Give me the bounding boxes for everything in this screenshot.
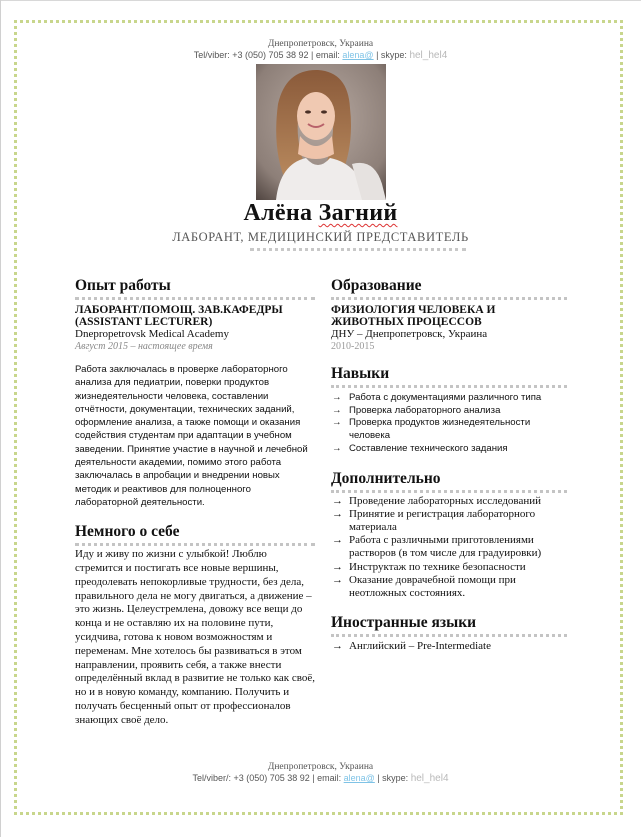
footer-skype-label: | skype: <box>374 773 411 783</box>
experience-title: Опыт работы <box>75 277 171 294</box>
experience-divider <box>75 297 315 300</box>
profile-photo <box>256 64 386 200</box>
profile-name <box>0 200 641 227</box>
additional-list <box>331 495 567 601</box>
list-item: → Проверка лабораторного анализа <box>331 405 567 418</box>
about-title: Немного о себе <box>75 523 180 541</box>
list-item: → Оказание доврачебной помощи при неотложных состояниях. <box>331 574 567 600</box>
skills-title: Навыки <box>331 365 390 382</box>
list-item: → Работа с различными приготовлениями растворов (в том числе для градуировки) <box>331 534 567 560</box>
left-column <box>75 277 315 728</box>
job-title: ЛАБОРАНТ/ПОМОЩ. ЗАВ.КАФЕДРЫ (ASSISTANT LECTURER) <box>75 304 283 328</box>
profile-role: ЛАБОРАНТ, МЕДИЦИНСКИЙ ПРЕДСТАВИТЕЛЬ <box>172 230 469 244</box>
education-institution: ДНУ – Днепропетровск, Украина <box>331 328 488 340</box>
footer-contact <box>0 762 641 784</box>
job-description: Работа заключалась в проверке лабораторного анализа для педиатрии, поверки продуктов жизнедеятельности человека, составлении отчётности, документации, технических заданий, оформление анализа, а также помощи и оказания содействия студентам при адаптации в учебном заведении. Принятие участие в научной и лечебной деятельности академии, помимо этого работа заключалась в апробации и внедрении новых методик и реактивов для полноценного лабораторной деятельности. <box>75 364 308 508</box>
skills-section <box>331 365 567 456</box>
list-item: → Инструктаж по технике безопасности <box>331 561 567 574</box>
footer-skype-value: hel_hel4 <box>410 773 449 784</box>
about-section <box>75 523 315 727</box>
list-item: → Проверка продуктов жизнедеятельности человека <box>331 417 567 442</box>
languages-section <box>331 614 567 653</box>
header-skype-value: hel_hel4 <box>409 50 448 61</box>
header-skype-label: | skype: <box>373 50 410 60</box>
about-divider <box>75 543 315 546</box>
portrait-photo-icon <box>256 64 386 200</box>
list-item: → Английский – Pre-Intermediate <box>331 640 567 653</box>
profile-last-name: Загний <box>318 200 398 226</box>
about-text: Иду и живу по жизни с улыбкой! Люблю стремится и постигать все новые вершины, преодолевать непокорливые трудности, без дела, правильного дела не могу двигаться, а движение – это жизнь. Целеустремлена, довожу все вещи до конца и не оставляю их на половине пути, усидчива, готова к новом возможностям и переменам. Мне хотелось бы развиваться в этом направлении, проявить себя, а также внести определённый вклад в развитие не только как своё, но и в новую команду, компанию. Получить и получать бесценный опыт от профессионалов знающих своё дело. <box>75 548 315 726</box>
additional-title: Дополнительно <box>331 469 441 487</box>
additional-section <box>331 470 567 601</box>
header-divider <box>250 248 466 251</box>
footer-city: Днепропетровск, Украина <box>267 762 374 772</box>
job-dates: Август 2015 – настоящее время <box>75 341 213 352</box>
list-item: → Принятие и регистрация лабораторного материала <box>331 508 567 534</box>
education-degree: ФИЗИОЛОГИЯ ЧЕЛОВЕКА И ЖИВОТНЫХ ПРОЦЕССОВ <box>331 304 496 328</box>
header-contact <box>0 39 641 61</box>
profile-first-name: Алёна <box>243 200 319 226</box>
languages-divider <box>331 634 567 637</box>
list-item: → Составление технического задания <box>331 443 567 456</box>
languages-title: Иностранные языки <box>331 614 477 632</box>
job-organization: Dnepropetrovsk Medical Academy <box>75 328 229 340</box>
page-top-edge <box>0 0 641 1</box>
list-item: → Работа с документациями различного типа <box>331 392 567 405</box>
education-section <box>331 277 567 353</box>
footer-email-link[interactable]: alena@ <box>343 773 375 783</box>
education-divider <box>331 297 567 300</box>
footer-contact-line <box>0 773 641 784</box>
right-column <box>331 277 567 653</box>
header-phone: Tel/viber: +3 (050) 705 38 92 | email: <box>193 50 343 60</box>
header-city: Днепропетровск, Украина <box>267 39 374 49</box>
education-title: Образование <box>331 277 422 294</box>
additional-divider <box>331 490 567 493</box>
skills-divider <box>331 385 567 388</box>
footer-phone: Tel/viber/: +3 (050) 705 38 92 | email: <box>192 773 344 783</box>
page-left-edge <box>0 0 1 837</box>
header-contact-line <box>0 50 641 61</box>
header-email-link[interactable]: alena@ <box>342 50 374 60</box>
education-years: 2010-2015 <box>331 341 375 352</box>
list-item: → Проведение лабораторных исследований <box>331 495 567 508</box>
experience-section <box>75 277 315 509</box>
skills-list <box>331 392 567 456</box>
languages-list <box>331 640 567 653</box>
